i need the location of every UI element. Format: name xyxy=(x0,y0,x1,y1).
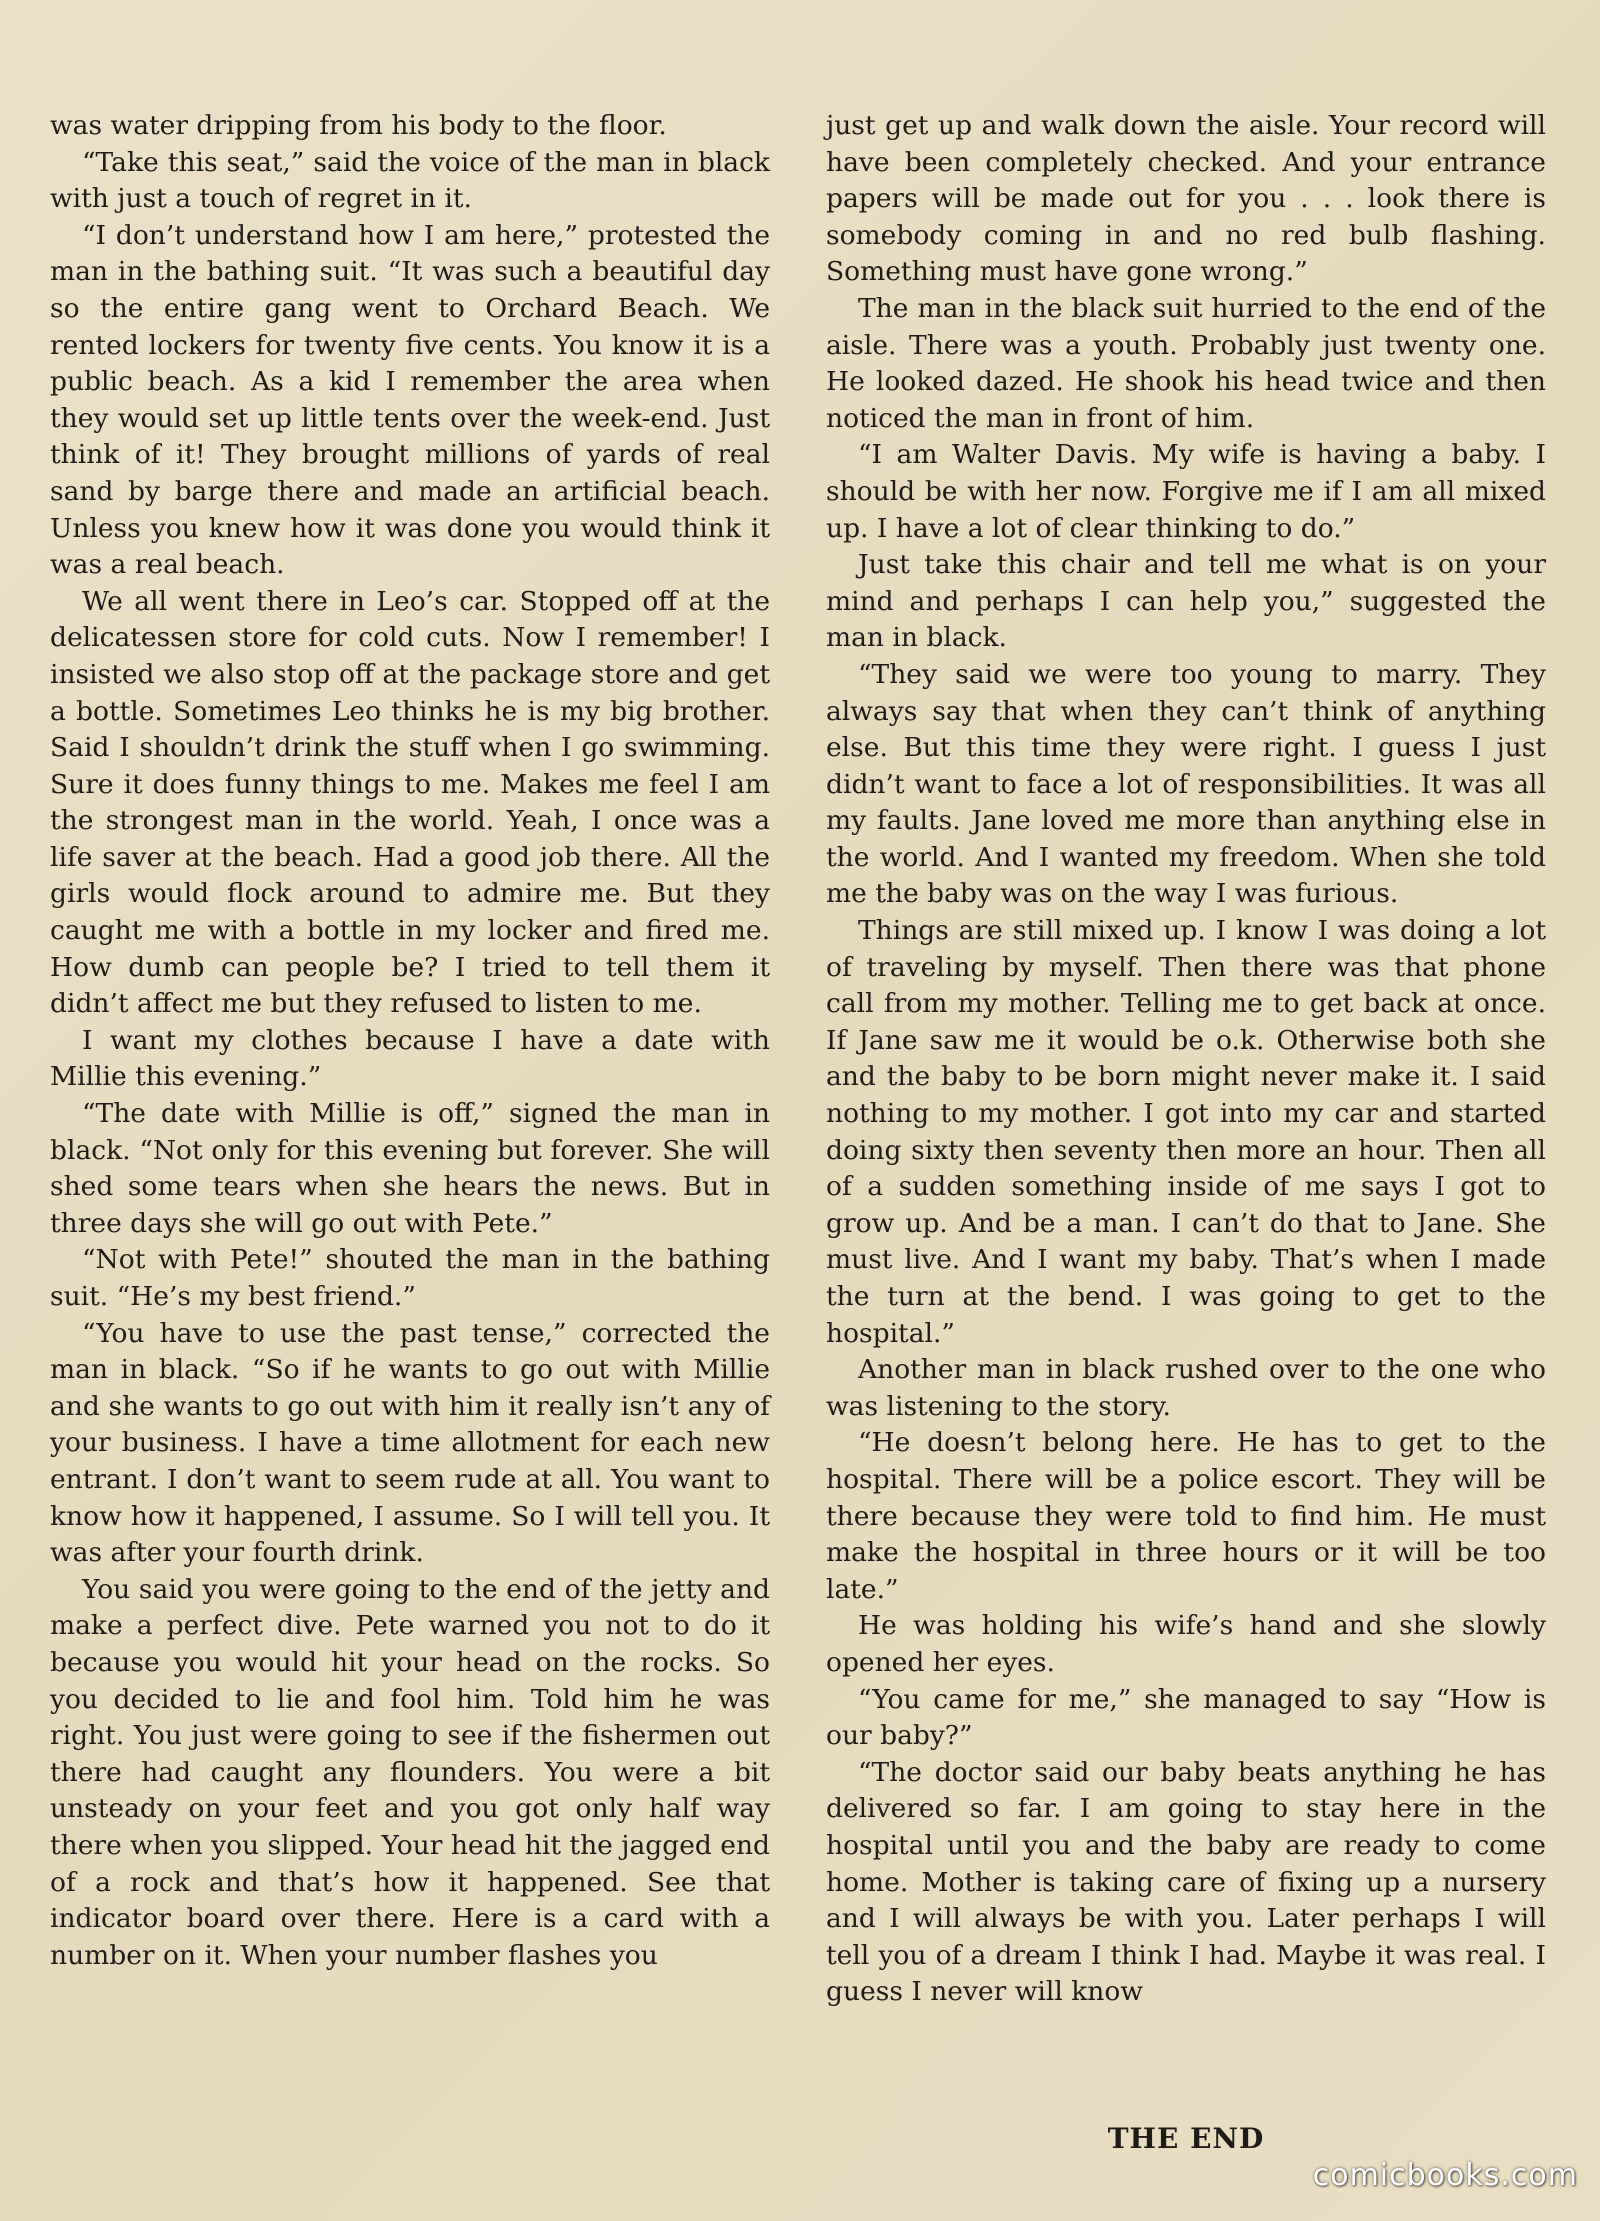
paragraph: was water dripping from his body to the floor. xyxy=(50,110,667,141)
paragraph: “You have to use the past tense,” corrected the man in black. “So if he wants to go out with Millie and she wants to go out with him it really isn’t any of your business. I have a time allotment for each new entrant. I don’t want to seem rude at all. You want to know how it happened, I assume. So I will tell you. It was after your fourth drink. xyxy=(50,1317,770,1569)
paragraph: We all went there in Leo’s car. Stopped off at the delicatessen store for cold cuts. Now I remember! I insisted we also stop off at the package store and get a bottle. Sometimes Leo thinks he is my big brother. Said I shouldn’t drink the stuff when I go swimming. Sure it does funny things to me. Makes me feel I am the strongest man in the world. Yeah, I once was a life saver at the beach. Had a good job there. All the girls would flock around to admire me. But they caught me with a bottle in my locker and fired me. How dumb can people be? I tried to tell them it didn’t affect me but they refused to listen to me. xyxy=(50,585,770,1020)
left-text-column xyxy=(50,108,770,1974)
paragraph: He was holding his wife’s hand and she slowly opened her eyes. xyxy=(826,1610,1546,1678)
paragraph: “I am Walter Davis. My wife is having a baby. I should be with her now. Forgive me if I am all mixed up. I have a lot of clear thinking to do.” xyxy=(826,439,1546,544)
paragraph: You said you were going to the end of the jetty and make a perfect dive. Pete warned you not to do it because you would hit your head on the rocks. So you decided to lie and fool him. Told him he was right. You just were going to see if the fishermen out there had caught any flounders. You were a bit unsteady on your feet and you got only half way there when you slipped. Your head hit the jagged end of a rock and that’s how it happened. See that indicator board over there. Here is a card with a number on it. When your number flashes you xyxy=(50,1573,770,1971)
paragraph: “You came for me,” she managed to say “How is our baby?” xyxy=(826,1683,1546,1752)
paragraph: Things are still mixed up. I know I was doing a lot of traveling by myself. Then there was that phone call from my mother. Telling me to get back at once. If Jane saw me it would be o.k. Otherwise both she and the baby to be born might never make it. I said nothing to my mother. I got into my car and started doing sixty then seventy then more an hour. Then all of a sudden something inside of me says I got to grow up. And be a man. I can’t do that to Jane. She must live. And I want my baby. That’s when I made the turn at the bend. I was going to get to the hospital.” xyxy=(826,915,1546,1349)
paragraph: “The doctor said our baby beats anything he has delivered so far. I am going to stay here in the hospital until you and the baby are ready to come home. Mother is taking care of fixing up a nursery and I will always be with you. Later perhaps I will tell you of a dream I think I had. Maybe it was real. I guess I never will know xyxy=(826,1756,1546,2008)
paragraph: “Not with Pete!” shouted the man in the bathing suit. “He’s my best friend.” xyxy=(50,1244,770,1312)
paragraph: just get up and walk down the aisle. Your record will have been completely checked. And your entrance papers will be made out for you . . . look there is somebody coming in and no red bulb flashing. Something must have gone wrong.” xyxy=(826,110,1546,288)
paragraph: “I don’t understand how I am here,” protested the man in the bathing suit. “It was such a beautiful day so the entire gang went to Orchard Beach. We rented lockers for twenty five cents. You know it is a public beach. As a kid I remember the area when they would set up little tents over the week-end. Just think of it! They brought millions of yards of real sand by barge there and made an artificial beach. Unless you knew how it was done you would think it was a real beach. xyxy=(50,219,770,581)
paragraph: “Take this seat,” said the voice of the man in black with just a touch of regret in it. xyxy=(50,146,770,215)
watermark: comicbooks.com xyxy=(1312,2158,1578,2193)
paragraph: Just take this chair and tell me what is on your mind and perhaps I can help you,” suggested the man in black. xyxy=(826,549,1546,654)
paragraph: I want my clothes because I have a date with Millie this evening.” xyxy=(50,1024,770,1093)
paragraph: The man in the black suit hurried to the end of the aisle. There was a youth. Probably just twenty one. He looked dazed. He shook his head twice and then noticed the man in front of him. xyxy=(826,292,1546,434)
the-end-label: THE END xyxy=(1107,2122,1265,2155)
right-text-column xyxy=(826,108,1546,2011)
paragraph: Another man in black rushed over to the one who was listening to the story. xyxy=(826,1354,1546,1422)
paragraph: “He doesn’t belong here. He has to get to the hospital. There will be a police escort. They will be there because they were told to find him. He must make the hospital in three hours or it will be too late.” xyxy=(826,1427,1546,1605)
paragraph: “The date with Millie is off,” signed the man in black. “Not only for this evening but forever. She will shed some tears when she hears the news. But in three days she will go out with Pete.” xyxy=(50,1098,770,1239)
paragraph: “They said we were too young to marry. They always say that when they can’t think of anything else. But this time they were right. I guess I just didn’t want to face a lot of responsibilities. It was all my faults. Jane loved me more than anything else in the world. And I wanted my freedom. When she told me the baby was on the way I was furious. xyxy=(826,658,1546,910)
